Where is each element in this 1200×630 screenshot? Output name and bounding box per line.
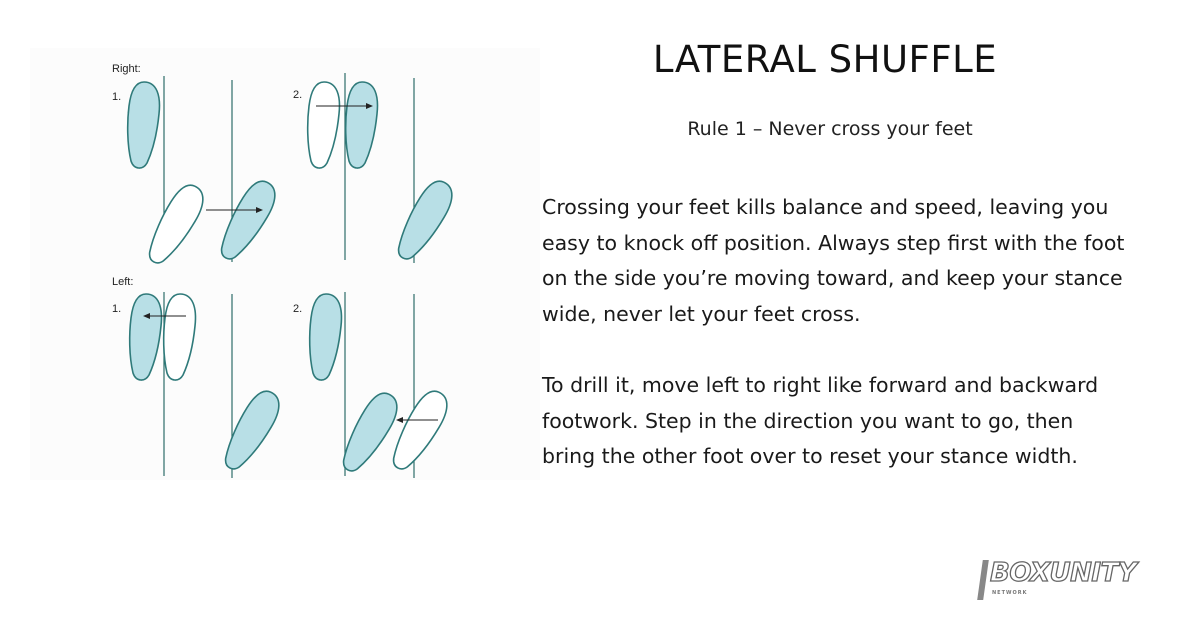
foot-outline-icon [388,385,453,476]
foot-outline-icon [164,294,196,380]
foot-icon [130,294,162,380]
left-step-2 [310,292,453,479]
foot-outline-icon [308,82,340,168]
foot-icon [393,175,458,266]
footwork-diagram [30,48,540,480]
left-step-2-number: 2. [293,303,303,315]
foot-icon [310,294,342,380]
foot-icon [128,82,160,168]
body-paragraph-1: Crossing your feet kills balance and speed, leaving you easy to knock off position. Always step first with the foot on the side you’re moving toward, and keep your stance wide, never let your feet cross. [542,195,1125,326]
foot-icon [220,385,285,476]
footwork-diagram-svg [30,48,540,480]
boxunity-logo [980,556,1160,602]
logo-wordmark: BOXUNITY [990,558,1137,588]
left-step-1 [130,292,285,478]
foot-icon [338,387,403,478]
foot-icon [216,175,281,266]
body-paragraph-2: To drill it, move left to right like forward and backward footwork. Step in the direction you want to go, then bring the other foot over to reset your stance width. [542,373,1099,468]
page-title: LATERAL SHUFFLE [652,38,998,81]
right-step-2-number: 2. [293,89,303,101]
logo-bar-icon [977,560,989,600]
right-step-2 [308,73,458,267]
left-label: Left: [112,276,134,288]
logo-tagline: NETWORK [992,590,1028,596]
left-step-1-number: 1. [112,303,122,315]
right-step-1-number: 1. [112,91,122,103]
right-step-1 [128,76,281,271]
rule-subtitle: Rule 1 – Never cross your feet [687,118,973,140]
arrow-head-icon [396,417,403,423]
right-label: Right: [112,63,141,75]
foot-outline-icon [144,179,209,270]
foot-icon [346,82,378,168]
